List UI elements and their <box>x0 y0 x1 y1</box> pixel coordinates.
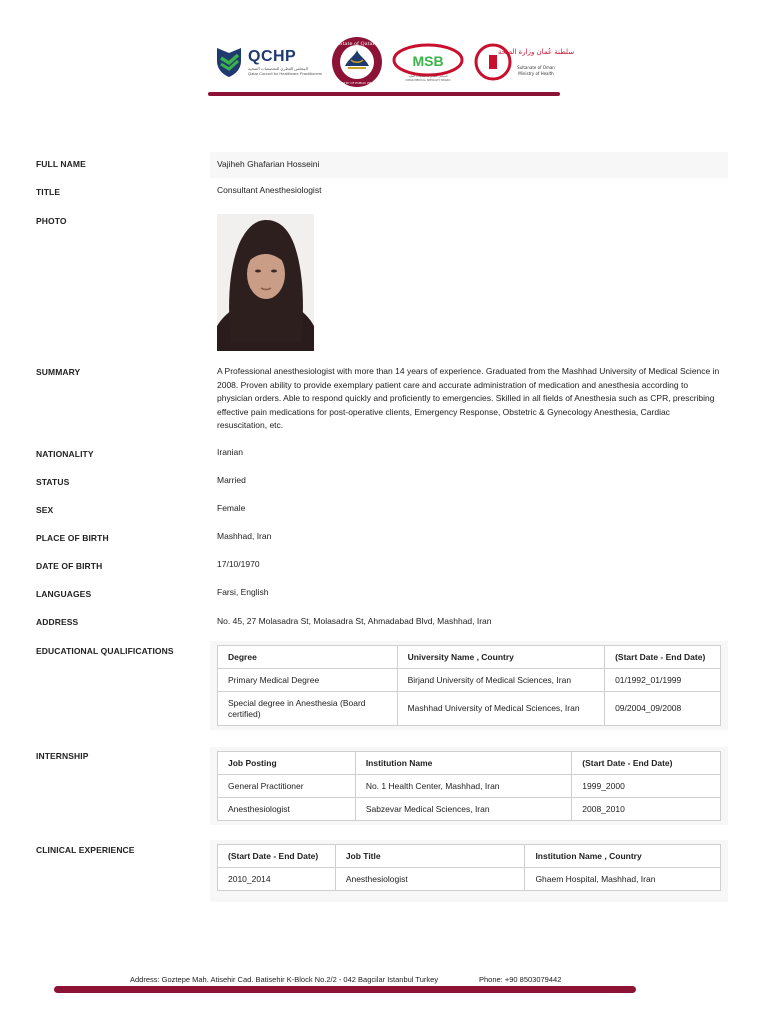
education-header-row <box>218 646 721 669</box>
oman-moh-text-ar: سلطنة عُمان وزارة الصحة <box>497 48 575 56</box>
internship-label: INTERNSHIP <box>36 751 89 761</box>
table-row <box>218 775 721 798</box>
nationality-label: NATIONALITY <box>36 449 94 459</box>
qchp-subtitle-en: Qatar Council for Healthcare Practitioners <box>248 71 323 76</box>
internship-table <box>217 751 721 821</box>
education-cell: Birjand University of Medical Sciences, Iran <box>397 669 604 692</box>
languages-label: LANGUAGES <box>36 589 92 599</box>
sex-value: Female <box>217 503 246 513</box>
date-of-birth-value: 17/10/1970 <box>217 559 260 569</box>
oman-moh-crescent-icon <box>474 41 575 83</box>
footer-phone: Phone: +90 8503079442 <box>479 975 562 984</box>
education-cell: Special degree in Anesthesia (Board certified) <box>218 692 398 726</box>
internship-cell: 2008_2010 <box>572 798 721 821</box>
msb-name: MSB <box>412 53 444 69</box>
sex-label: SEX <box>36 505 54 515</box>
status-value: Married <box>217 475 246 485</box>
internship-header-row <box>218 752 721 775</box>
place-of-birth-label: PLACE OF BIRTH <box>36 533 109 543</box>
clinical-header-cell: Job Title <box>335 845 525 868</box>
education-cell: 01/1992_01/1999 <box>605 669 721 692</box>
full-name-label: FULL NAME <box>36 159 86 169</box>
education-table <box>217 645 721 726</box>
msb-emblem-icon <box>391 42 465 82</box>
address-value: No. 45, 27 Molasadra St, Molasadra St, Ahmadabad Blvd, Mashhad, Iran <box>217 616 492 626</box>
moph-seal-top-text: State of Qatar <box>338 41 375 47</box>
msb-subtitle-ar: المجلس العماني للاختصاصات الطبية <box>408 75 448 78</box>
internship-cell: Sabzevar Medical Sciences, Iran <box>355 798 571 821</box>
status-label: STATUS <box>36 477 70 487</box>
clinical-header-cell: Institution Name , Country <box>525 845 721 868</box>
education-cell: Primary Medical Degree <box>218 669 398 692</box>
table-row <box>218 798 721 821</box>
internship-header-cell: (Start Date - End Date) <box>572 752 721 775</box>
oman-moh-text-en-1: Sultanate of Oman <box>517 65 555 70</box>
footer-address: Address: Goztepe Mah. Atisehir Cad. Batisehir K-Block No.2/2 - 042 Bagcilar Istanbul Turkey <box>130 975 439 984</box>
header-logos <box>214 36 575 88</box>
internship-section <box>210 747 728 825</box>
education-header-cell: University Name , Country <box>397 646 604 669</box>
full-name-value: Vajiheh Ghafarian Hosseini <box>210 152 728 178</box>
summary-label: SUMMARY <box>36 367 81 377</box>
qchp-subtitle-ar: المجلس القطري للتخصصات الصحية <box>248 66 308 71</box>
profile-photo <box>217 214 314 351</box>
clinical-label: CLINICAL EXPERIENCE <box>36 845 135 855</box>
oman-moh-text-en-2: Ministry of Health <box>518 71 554 76</box>
photo-label: PHOTO <box>36 216 67 226</box>
clinical-header-cell: (Start Date - End Date) <box>218 845 336 868</box>
address-label: ADDRESS <box>36 617 79 627</box>
nationality-value: Iranian <box>217 447 243 457</box>
date-of-birth-label: DATE OF BIRTH <box>36 561 103 571</box>
education-label: EDUCATIONAL QUALIFICATIONS <box>36 646 174 656</box>
oman-moh-logo <box>474 41 575 83</box>
msb-logo <box>391 42 465 82</box>
moph-logo <box>331 36 383 88</box>
education-section <box>210 641 728 730</box>
qchp-shield-icon <box>214 45 244 79</box>
moph-seal-bottom-text: MINISTRY OF PUBLIC HEALTH <box>335 81 379 85</box>
internship-cell: General Practitioner <box>218 775 356 798</box>
internship-header-cell: Job Posting <box>218 752 356 775</box>
clinical-section <box>210 840 728 902</box>
moph-seal-icon <box>331 36 383 88</box>
clinical-table <box>217 844 721 891</box>
education-header-cell: Degree <box>218 646 398 669</box>
internship-cell: Anesthesiologist <box>218 798 356 821</box>
clinical-cell: 2010_2014 <box>218 868 336 891</box>
title-value: Consultant Anesthesiologist <box>217 185 322 195</box>
qchp-name: QCHP <box>248 48 297 65</box>
internship-header-cell: Institution Name <box>355 752 571 775</box>
clinical-cell: Anesthesiologist <box>335 868 525 891</box>
table-row <box>218 868 721 891</box>
education-header-cell: (Start Date - End Date) <box>605 646 721 669</box>
qchp-logo <box>214 45 322 79</box>
clinical-header-row <box>218 845 721 868</box>
education-cell: Mashhad University of Medical Sciences, Iran <box>397 692 604 726</box>
clinical-cell: Ghaem Hospital, Mashhad, Iran <box>525 868 721 891</box>
internship-cell: 1999_2000 <box>572 775 721 798</box>
table-row <box>218 669 721 692</box>
footer-divider <box>54 986 636 993</box>
languages-value: Farsi, English <box>217 587 269 597</box>
place-of-birth-value: Mashhad, Iran <box>217 531 272 541</box>
internship-cell: No. 1 Health Center, Mashhad, Iran <box>355 775 571 798</box>
title-label: TITLE <box>36 187 61 197</box>
education-cell: 09/2004_09/2008 <box>605 692 721 726</box>
table-row <box>218 692 721 726</box>
header-divider <box>208 92 560 96</box>
summary-value: A Professional anesthesiologist with more than 14 years of experience. Graduated from the Mashhad University of Medical Science in 2008. Proven ability to provide exemplary patient care and accurate administration of medication and anesthesia according to physician orders. Able to respond quickly and proficiently to emergencies. Skilled in all fields of Anesthesia such as CPR, prescribing effective pain medications for post-operative clients, Emergency Response, Obstetric & Gynecology Anesthesia, Cardiac resuscitation, etc. <box>217 366 720 430</box>
msb-subtitle-en: OMAN MEDICAL SPECIALTY BOARD <box>405 79 451 82</box>
